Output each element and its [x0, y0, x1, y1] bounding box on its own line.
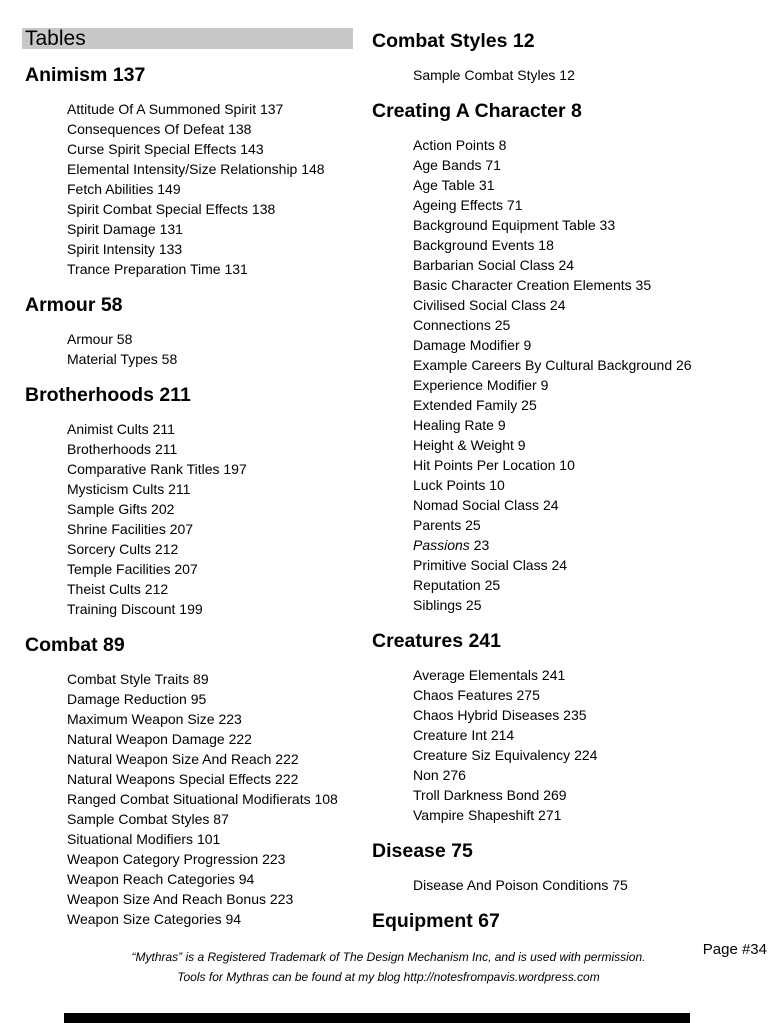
toc-entry: Weapon Reach Categories 94 — [67, 871, 255, 887]
toc-entry: Shrine Facilities 207 — [67, 521, 194, 537]
toc-entry: Creature Siz Equivalency 224 — [413, 747, 598, 763]
toc-entry: Sorcery Cults 212 — [67, 541, 179, 557]
toc-entry: Age Table 31 — [413, 177, 495, 193]
toc-entry: Chaos Hybrid Diseases 235 — [413, 707, 587, 723]
toc-column-left — [25, 0, 372, 933]
toc-entry: Parents 25 — [413, 517, 481, 533]
toc-entry: Natural Weapon Size And Reach 222 — [67, 751, 299, 767]
toc-entry: Temple Facilities 207 — [67, 561, 198, 577]
toc-entry: Consequences Of Defeat 138 — [67, 121, 252, 137]
toc-entry: Weapon Category Progression 223 — [67, 851, 286, 867]
footer-credit — [0, 947, 777, 987]
toc-entry: Background Events 18 — [413, 237, 554, 253]
page-title-text: Tables — [25, 27, 86, 50]
footer-blog-line: Tools for Mythras can be found at my blog http://notesfrompavis.wordpress.com — [177, 970, 600, 984]
toc-entry: Damage Reduction 95 — [67, 691, 207, 707]
section-entries — [25, 419, 372, 619]
toc-entry: Healing Rate 9 — [413, 417, 506, 433]
section-heading: Brotherhoods 211 — [25, 384, 191, 406]
section-heading: Creatures 241 — [372, 630, 501, 652]
section-heading: Armour 58 — [25, 294, 123, 316]
toc-entry: Fetch Abilities 149 — [67, 181, 181, 197]
toc-entry: Basic Character Creation Elements 35 — [413, 277, 652, 293]
toc-entry: Situational Modifiers 101 — [67, 831, 221, 847]
toc-entry: Action Points 8 — [413, 137, 507, 153]
toc-entry: Trance Preparation Time 131 — [67, 261, 248, 277]
toc-entry: Sample Combat Styles 87 — [67, 811, 229, 827]
toc-entry: Curse Spirit Special Effects 143 — [67, 141, 264, 157]
toc-entry: Training Discount 199 — [67, 601, 203, 617]
toc-entry: Experience Modifier 9 — [413, 377, 549, 393]
toc-entry: Mysticism Cults 211 — [67, 481, 191, 497]
toc-entry: Passions 23 — [413, 537, 490, 553]
toc-entry: Elemental Intensity/Size Relationship 148 — [67, 161, 325, 177]
toc-entry: Natural Weapons Special Effects 222 — [67, 771, 299, 787]
toc-entry: Age Bands 71 — [413, 157, 501, 173]
toc-entry: Spirit Damage 131 — [67, 221, 183, 237]
toc-entry: Brotherhoods 211 — [67, 441, 178, 457]
section-entries — [25, 329, 372, 369]
toc-entry: Example Careers By Cultural Background 26 — [413, 357, 692, 373]
toc-entry: Theist Cults 212 — [67, 581, 169, 597]
section-heading: Combat 89 — [25, 634, 125, 656]
toc-entry: Disease And Poison Conditions 75 — [413, 877, 628, 893]
toc-entry: Spirit Intensity 133 — [67, 241, 183, 257]
toc-entry: Ageing Effects 71 — [413, 197, 523, 213]
bottom-bar — [64, 1013, 690, 1023]
footer-trademark-line: “Mythras” is a Registered Trademark of The Design Mechanism Inc, and is used with permission. — [131, 950, 646, 964]
page-title — [22, 28, 353, 49]
toc-entry: Hit Points Per Location 10 — [413, 457, 575, 473]
toc-entry: Weapon Size Categories 94 — [67, 911, 242, 927]
toc-entry: Siblings 25 — [413, 597, 482, 613]
section-entries — [25, 99, 372, 279]
toc-column-right — [372, 0, 777, 933]
toc-entry: Animist Cults 211 — [67, 421, 175, 437]
toc-entry: Extended Family 25 — [413, 397, 537, 413]
toc-entry: Barbarian Social Class 24 — [413, 257, 575, 273]
section-entries — [372, 875, 777, 895]
toc-entry: Creature Int 214 — [413, 727, 515, 743]
toc-entry: Non 276 — [413, 767, 466, 783]
section-heading: Creating A Character 8 — [372, 100, 582, 122]
toc-entry: Combat Style Traits 89 — [67, 671, 209, 687]
toc-entry-label: Passions — [413, 537, 470, 553]
toc-entry: Troll Darkness Bond 269 — [413, 787, 567, 803]
toc-entry: Nomad Social Class 24 — [413, 497, 559, 513]
toc-entry: Luck Points 10 — [413, 477, 505, 493]
toc-entry: Ranged Combat Situational Modifierats 108 — [67, 791, 338, 807]
toc-entry: Background Equipment Table 33 — [413, 217, 616, 233]
page-number: Page #34 — [702, 941, 767, 958]
section-heading: Combat Styles 12 — [372, 30, 535, 52]
toc-entry: Average Elementals 241 — [413, 667, 566, 683]
section-entries — [25, 669, 372, 929]
section-heading: Animism 137 — [25, 64, 146, 86]
section-heading: Disease 75 — [372, 840, 473, 862]
toc-entry: Maximum Weapon Size 223 — [67, 711, 242, 727]
toc-entry: Chaos Features 275 — [413, 687, 540, 703]
toc-entry: Damage Modifier 9 — [413, 337, 532, 353]
section-entries — [372, 135, 777, 615]
toc-entry: Comparative Rank Titles 197 — [67, 461, 247, 477]
toc-entry: Civilised Social Class 24 — [413, 297, 566, 313]
section-entries — [372, 65, 777, 85]
toc-entry: Material Types 58 — [67, 351, 178, 367]
toc-entry: Attitude Of A Summoned Spirit 137 — [67, 101, 284, 117]
toc-entry: Sample Combat Styles 12 — [413, 67, 575, 83]
toc-entry: Connections 25 — [413, 317, 511, 333]
toc-entry: Primitive Social Class 24 — [413, 557, 568, 573]
toc-entry: Armour 58 — [67, 331, 133, 347]
toc-entry: Vampire Shapeshift 271 — [413, 807, 562, 823]
toc-entry: Spirit Combat Special Effects 138 — [67, 201, 276, 217]
section-entries — [372, 665, 777, 825]
toc-entry: Sample Gifts 202 — [67, 501, 175, 517]
section-heading: Equipment 67 — [372, 910, 500, 932]
toc-entry: Weapon Size And Reach Bonus 223 — [67, 891, 294, 907]
toc-entry: Natural Weapon Damage 222 — [67, 731, 252, 747]
toc-entry: Reputation 25 — [413, 577, 501, 593]
toc-entry: Height & Weight 9 — [413, 437, 526, 453]
